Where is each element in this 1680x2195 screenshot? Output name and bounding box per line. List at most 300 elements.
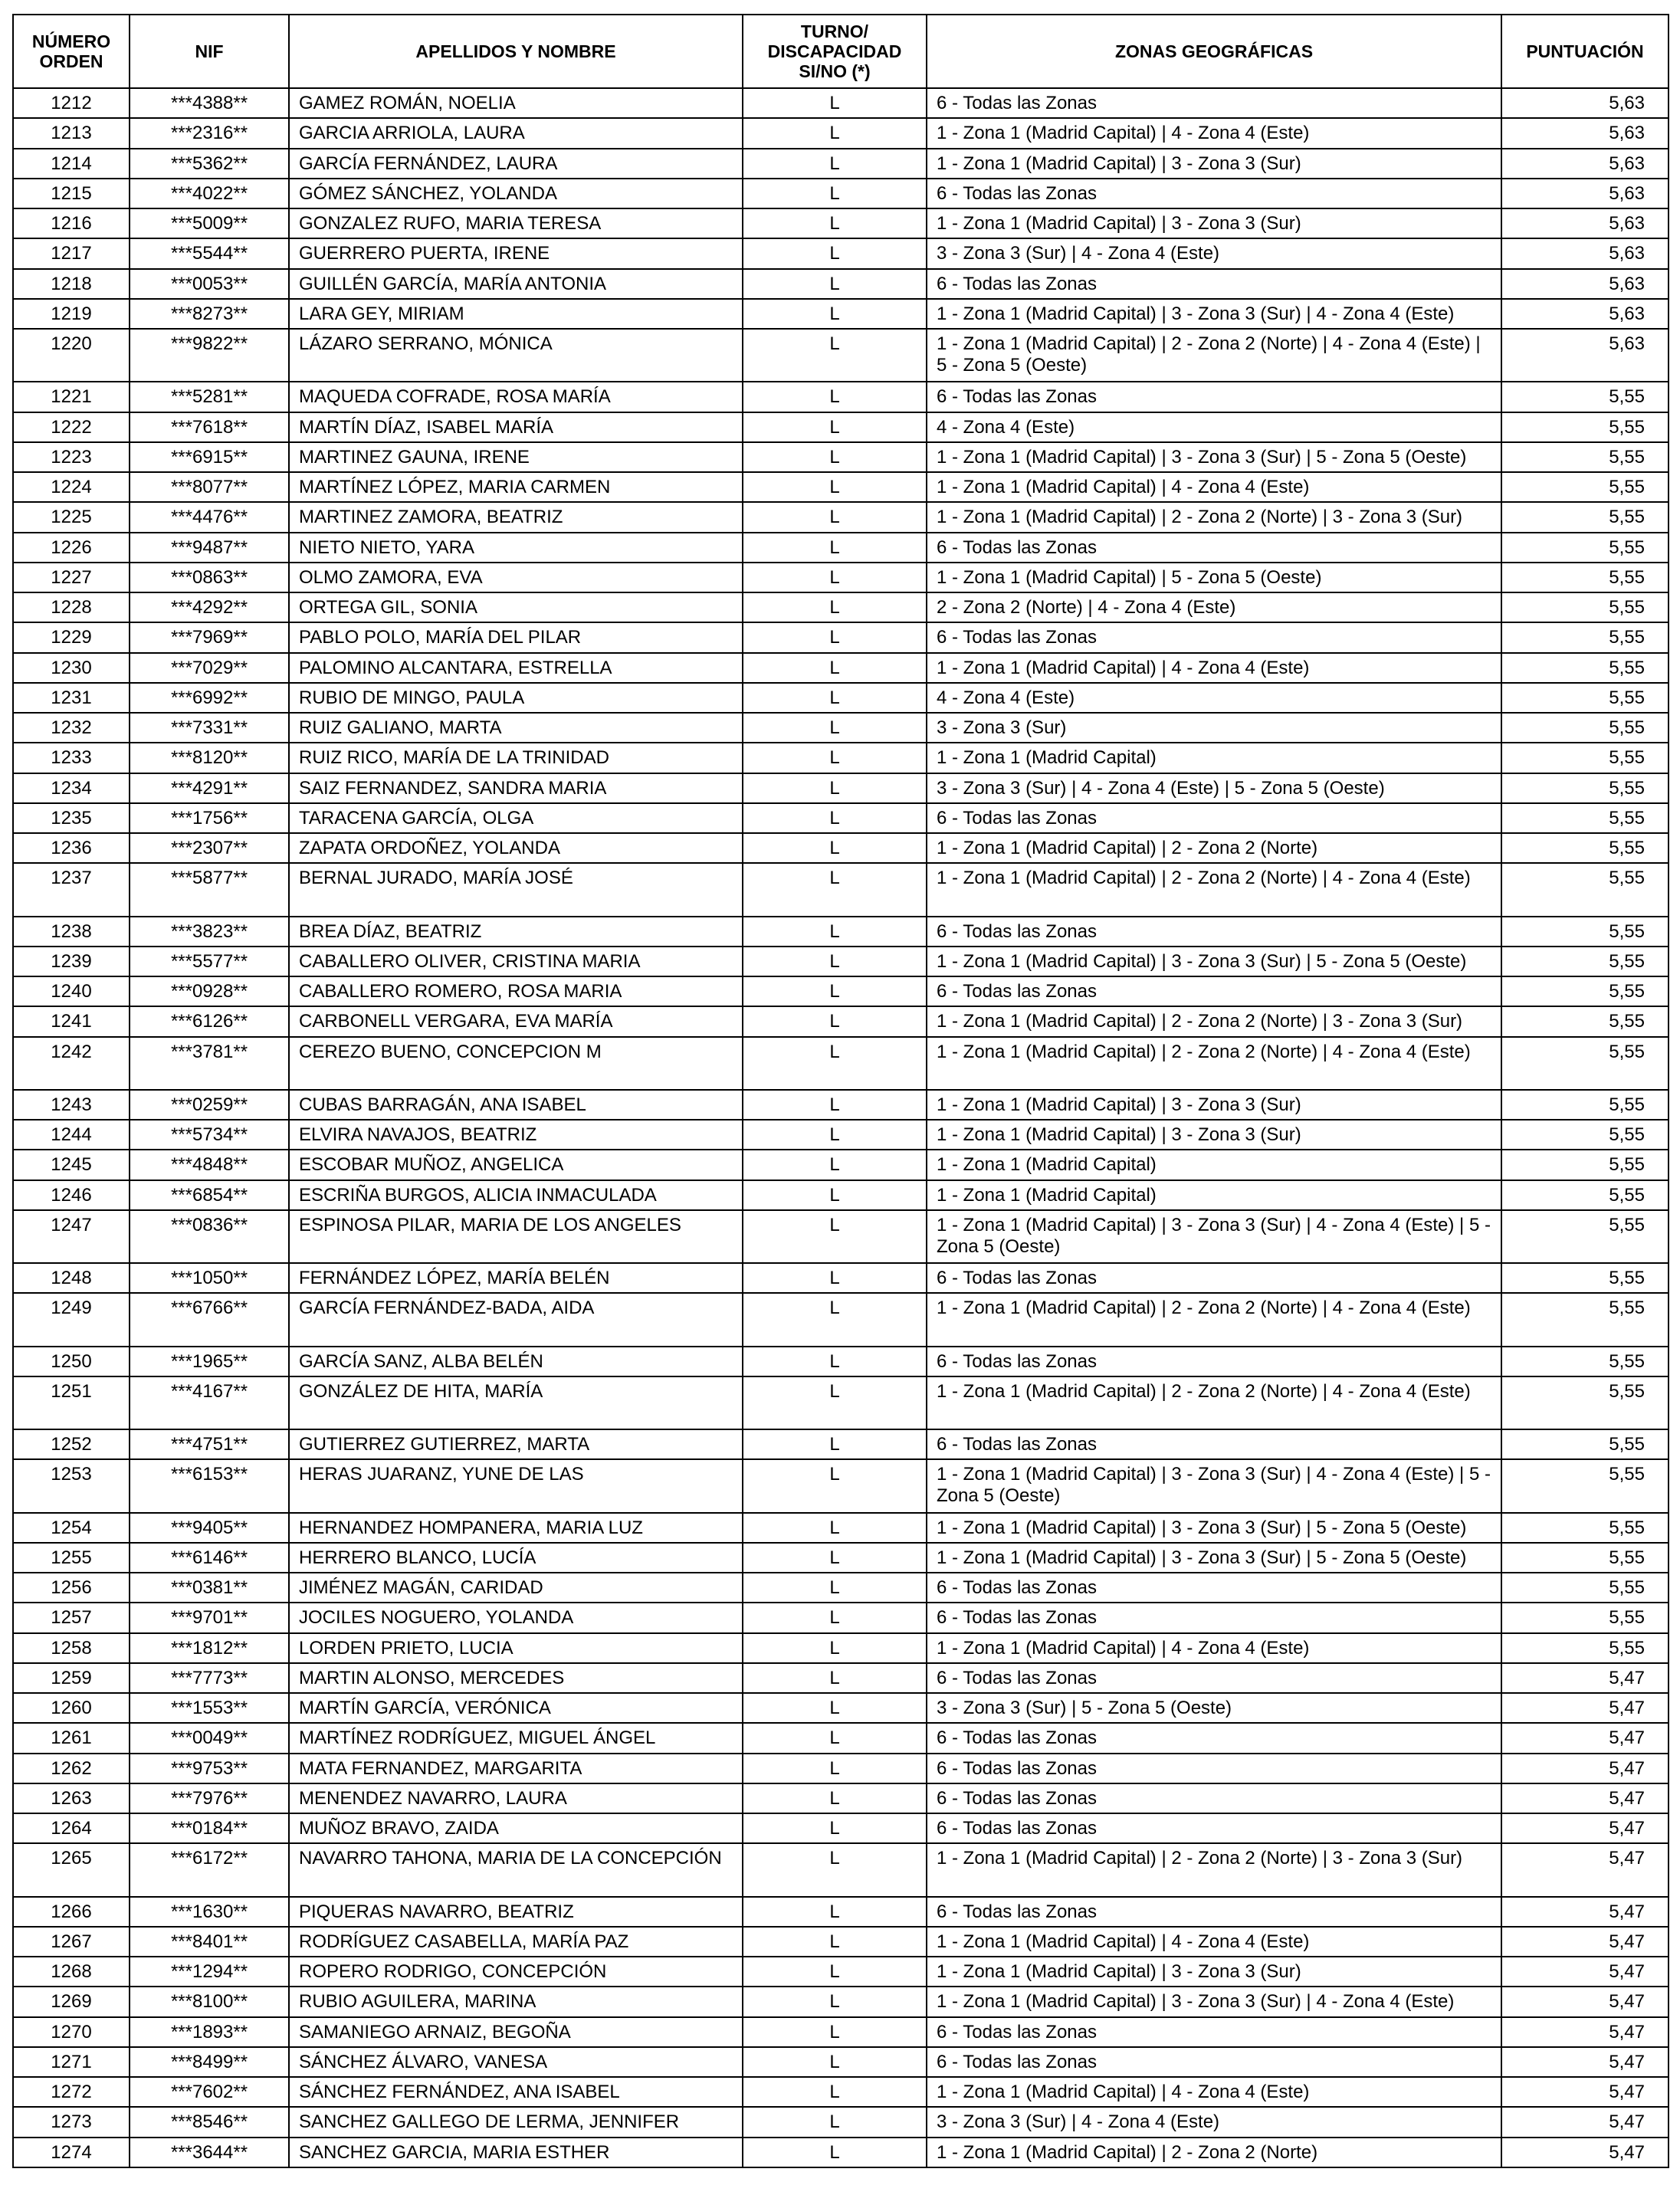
cell-nif: ***9822** [130, 329, 289, 382]
cell-numero-orden: 1252 [13, 1429, 130, 1459]
cell-numero-orden: 1266 [13, 1897, 130, 1927]
cell-turno: L [743, 2017, 927, 2047]
cell-numero-orden: 1261 [13, 1723, 130, 1753]
cell-turno: L [743, 88, 927, 118]
cell-nif: ***2307** [130, 833, 289, 863]
cell-turno: L [743, 2047, 927, 2077]
table-row [13, 833, 1669, 863]
cell-turno: L [743, 412, 927, 442]
cell-turno: L [743, 502, 927, 532]
cell-apellidos-nombre: JIMÉNEZ MAGÁN, CARIDAD [289, 1573, 743, 1603]
table-row [13, 1603, 1669, 1632]
cell-apellidos-nombre: RUBIO DE MINGO, PAULA [289, 683, 743, 713]
cell-nif: ***4167** [130, 1376, 289, 1429]
cell-zonas: 3 - Zona 3 (Sur) | 4 - Zona 4 (Este) [927, 238, 1501, 268]
cell-zonas: 1 - Zona 1 (Madrid Capital) | 4 - Zona 4 (Este) [927, 472, 1501, 502]
cell-apellidos-nombre: GARCÍA SANZ, ALBA BELÉN [289, 1347, 743, 1376]
cell-puntuacion: 5,47 [1501, 1987, 1669, 2016]
cell-zonas: 1 - Zona 1 (Madrid Capital) | 3 - Zona 3 (Sur) | 4 - Zona 4 (Este) | 5 - Zona 5 (Oeste) [927, 1210, 1501, 1263]
cell-puntuacion: 5,55 [1501, 1543, 1669, 1573]
cell-puntuacion: 5,55 [1501, 976, 1669, 1006]
cell-zonas: 6 - Todas las Zonas [927, 1429, 1501, 1459]
cell-apellidos-nombre: RODRÍGUEZ CASABELLA, MARÍA PAZ [289, 1927, 743, 1957]
cell-numero-orden: 1254 [13, 1513, 130, 1543]
cell-turno: L [743, 1376, 927, 1429]
table-row [13, 683, 1669, 713]
cell-nif: ***0184** [130, 1813, 289, 1843]
cell-numero-orden: 1255 [13, 1543, 130, 1573]
cell-zonas: 1 - Zona 1 (Madrid Capital) | 2 - Zona 2 (Norte) [927, 2138, 1501, 2167]
cell-turno: L [743, 2138, 927, 2167]
cell-numero-orden: 1248 [13, 1263, 130, 1293]
cell-nif: ***5544** [130, 238, 289, 268]
cell-turno: L [743, 442, 927, 472]
cell-nif: ***4291** [130, 773, 289, 803]
cell-nif: ***9753** [130, 1754, 289, 1783]
cell-numero-orden: 1246 [13, 1180, 130, 1210]
cell-nif: ***6992** [130, 683, 289, 713]
cell-nif: ***4022** [130, 179, 289, 208]
cell-zonas: 6 - Todas las Zonas [927, 803, 1501, 833]
cell-nif: ***1893** [130, 2017, 289, 2047]
cell-numero-orden: 1243 [13, 1090, 130, 1120]
cell-numero-orden: 1264 [13, 1813, 130, 1843]
cell-zonas: 6 - Todas las Zonas [927, 1347, 1501, 1376]
cell-zonas: 1 - Zona 1 (Madrid Capital) | 4 - Zona 4 (Este) [927, 1633, 1501, 1663]
table-row [13, 1513, 1669, 1543]
table-row [13, 653, 1669, 683]
cell-numero-orden: 1272 [13, 2077, 130, 2107]
cell-nif: ***0381** [130, 1573, 289, 1603]
cell-puntuacion: 5,47 [1501, 2138, 1669, 2167]
cell-nif: ***8100** [130, 1987, 289, 2016]
cell-numero-orden: 1269 [13, 1987, 130, 2016]
cell-numero-orden: 1241 [13, 1006, 130, 1036]
cell-numero-orden: 1236 [13, 833, 130, 863]
cell-nif: ***1812** [130, 1633, 289, 1663]
cell-nif: ***4848** [130, 1150, 289, 1180]
cell-puntuacion: 5,55 [1501, 1573, 1669, 1603]
cell-nif: ***7029** [130, 653, 289, 683]
cell-numero-orden: 1214 [13, 149, 130, 179]
cell-zonas: 3 - Zona 3 (Sur) [927, 713, 1501, 743]
cell-numero-orden: 1237 [13, 863, 130, 916]
cell-turno: L [743, 1006, 927, 1036]
cell-nif: ***0863** [130, 563, 289, 592]
cell-puntuacion: 5,55 [1501, 863, 1669, 916]
table-row [13, 563, 1669, 592]
cell-zonas: 1 - Zona 1 (Madrid Capital) | 2 - Zona 2 (Norte) | 3 - Zona 3 (Sur) [927, 502, 1501, 532]
cell-turno: L [743, 1543, 927, 1573]
cell-turno: L [743, 1723, 927, 1753]
cell-numero-orden: 1230 [13, 653, 130, 683]
cell-puntuacion: 5,55 [1501, 1180, 1669, 1210]
cell-puntuacion: 5,55 [1501, 683, 1669, 713]
cell-turno: L [743, 976, 927, 1006]
cell-nif: ***3823** [130, 917, 289, 947]
cell-turno: L [743, 1150, 927, 1180]
cell-puntuacion: 5,55 [1501, 1513, 1669, 1543]
cell-apellidos-nombre: GARCÍA FERNÁNDEZ, LAURA [289, 149, 743, 179]
table-row [13, 1723, 1669, 1753]
cell-zonas: 1 - Zona 1 (Madrid Capital) [927, 743, 1501, 773]
cell-zonas: 6 - Todas las Zonas [927, 1813, 1501, 1843]
cell-nif: ***6146** [130, 1543, 289, 1573]
cell-zonas: 1 - Zona 1 (Madrid Capital) | 3 - Zona 3 (Sur) | 5 - Zona 5 (Oeste) [927, 1513, 1501, 1543]
cell-nif: ***2316** [130, 118, 289, 148]
cell-numero-orden: 1251 [13, 1376, 130, 1429]
table-row [13, 1573, 1669, 1603]
cell-nif: ***6854** [130, 1180, 289, 1210]
cell-apellidos-nombre: CEREZO BUENO, CONCEPCION M [289, 1037, 743, 1090]
cell-turno: L [743, 653, 927, 683]
cell-zonas: 1 - Zona 1 (Madrid Capital) | 4 - Zona 4 (Este) [927, 653, 1501, 683]
table-row [13, 1210, 1669, 1263]
cell-zonas: 6 - Todas las Zonas [927, 1603, 1501, 1632]
cell-numero-orden: 1221 [13, 382, 130, 412]
cell-zonas: 1 - Zona 1 (Madrid Capital) | 5 - Zona 5 (Oeste) [927, 563, 1501, 592]
cell-turno: L [743, 1663, 927, 1693]
cell-turno: L [743, 1754, 927, 1783]
cell-turno: L [743, 329, 927, 382]
cell-turno: L [743, 773, 927, 803]
cell-nif: ***9405** [130, 1513, 289, 1543]
cell-zonas: 1 - Zona 1 (Madrid Capital) | 3 - Zona 3 (Sur) | 5 - Zona 5 (Oeste) [927, 947, 1501, 976]
cell-numero-orden: 1229 [13, 622, 130, 652]
cell-turno: L [743, 1429, 927, 1459]
cell-puntuacion: 5,55 [1501, 563, 1669, 592]
cell-numero-orden: 1223 [13, 442, 130, 472]
cell-numero-orden: 1247 [13, 1210, 130, 1263]
cell-zonas: 1 - Zona 1 (Madrid Capital) | 4 - Zona 4 (Este) [927, 1927, 1501, 1957]
cell-zonas: 6 - Todas las Zonas [927, 88, 1501, 118]
cell-puntuacion: 5,55 [1501, 412, 1669, 442]
cell-puntuacion: 5,63 [1501, 179, 1669, 208]
cell-zonas: 6 - Todas las Zonas [927, 1573, 1501, 1603]
table-row [13, 382, 1669, 412]
cell-numero-orden: 1257 [13, 1603, 130, 1632]
cell-zonas: 6 - Todas las Zonas [927, 269, 1501, 299]
table-row [13, 2138, 1669, 2167]
table-row [13, 1633, 1669, 1663]
cell-puntuacion: 5,63 [1501, 208, 1669, 238]
table-row [13, 1037, 1669, 1090]
cell-numero-orden: 1232 [13, 713, 130, 743]
cell-nif: ***8546** [130, 2107, 289, 2137]
cell-nif: ***0049** [130, 1723, 289, 1753]
header-numero-orden: NÚMERO ORDEN [13, 15, 130, 88]
cell-turno: L [743, 472, 927, 502]
cell-turno: L [743, 179, 927, 208]
cell-apellidos-nombre: GUTIERREZ GUTIERREZ, MARTA [289, 1429, 743, 1459]
cell-nif: ***6172** [130, 1843, 289, 1896]
header-puntuacion: PUNTUACIÓN [1501, 15, 1669, 88]
table-row [13, 1693, 1669, 1723]
cell-numero-orden: 1245 [13, 1150, 130, 1180]
cell-numero-orden: 1219 [13, 299, 130, 329]
cell-numero-orden: 1273 [13, 2107, 130, 2137]
cell-turno: L [743, 917, 927, 947]
cell-zonas: 1 - Zona 1 (Madrid Capital) | 2 - Zona 2 (Norte) | 4 - Zona 4 (Este) [927, 1376, 1501, 1429]
cell-puntuacion: 5,63 [1501, 269, 1669, 299]
cell-numero-orden: 1256 [13, 1573, 130, 1603]
table-row [13, 1897, 1669, 1927]
cell-zonas: 1 - Zona 1 (Madrid Capital) | 3 - Zona 3 (Sur) | 4 - Zona 4 (Este) [927, 1987, 1501, 2016]
cell-nif: ***0259** [130, 1090, 289, 1120]
cell-zonas: 6 - Todas las Zonas [927, 976, 1501, 1006]
cell-apellidos-nombre: MARTÍN DÍAZ, ISABEL MARÍA [289, 412, 743, 442]
cell-zonas: 2 - Zona 2 (Norte) | 4 - Zona 4 (Este) [927, 592, 1501, 622]
cell-nif: ***7602** [130, 2077, 289, 2107]
cell-puntuacion: 5,63 [1501, 329, 1669, 382]
table-row [13, 743, 1669, 773]
cell-apellidos-nombre: GÓMEZ SÁNCHEZ, YOLANDA [289, 179, 743, 208]
cell-turno: L [743, 2107, 927, 2137]
results-table [12, 14, 1669, 2168]
cell-zonas: 6 - Todas las Zonas [927, 2017, 1501, 2047]
cell-puntuacion: 5,55 [1501, 1263, 1669, 1293]
cell-apellidos-nombre: RUIZ GALIANO, MARTA [289, 713, 743, 743]
cell-turno: L [743, 1927, 927, 1957]
table-row [13, 1663, 1669, 1693]
cell-apellidos-nombre: GUILLÉN GARCÍA, MARÍA ANTONIA [289, 269, 743, 299]
cell-puntuacion: 5,47 [1501, 1843, 1669, 1896]
cell-nif: ***1553** [130, 1693, 289, 1723]
cell-numero-orden: 1271 [13, 2047, 130, 2077]
cell-puntuacion: 5,55 [1501, 1376, 1669, 1429]
table-row [13, 238, 1669, 268]
table-row [13, 1180, 1669, 1210]
table-row [13, 947, 1669, 976]
cell-nif: ***7773** [130, 1663, 289, 1693]
cell-apellidos-nombre: GONZÁLEZ DE HITA, MARÍA [289, 1376, 743, 1429]
cell-nif: ***7969** [130, 622, 289, 652]
table-row [13, 2107, 1669, 2137]
table-row [13, 803, 1669, 833]
table-row [13, 1957, 1669, 1987]
table-row [13, 1987, 1669, 2016]
table-row [13, 1429, 1669, 1459]
cell-numero-orden: 1262 [13, 1754, 130, 1783]
cell-apellidos-nombre: HERAS JUARANZ, YUNE DE LAS [289, 1459, 743, 1512]
cell-turno: L [743, 1633, 927, 1663]
cell-numero-orden: 1260 [13, 1693, 130, 1723]
table-row [13, 118, 1669, 148]
cell-numero-orden: 1244 [13, 1120, 130, 1150]
cell-nif: ***1294** [130, 1957, 289, 1987]
table-body [13, 88, 1669, 2167]
cell-numero-orden: 1239 [13, 947, 130, 976]
cell-apellidos-nombre: SANCHEZ GALLEGO DE LERMA, JENNIFER [289, 2107, 743, 2137]
cell-numero-orden: 1224 [13, 472, 130, 502]
cell-zonas: 6 - Todas las Zonas [927, 1263, 1501, 1293]
table-row [13, 442, 1669, 472]
cell-apellidos-nombre: LÁZARO SERRANO, MÓNICA [289, 329, 743, 382]
cell-turno: L [743, 1987, 927, 2016]
cell-apellidos-nombre: MARTÍNEZ RODRÍGUEZ, MIGUEL ÁNGEL [289, 1723, 743, 1753]
cell-numero-orden: 1238 [13, 917, 130, 947]
cell-apellidos-nombre: MENENDEZ NAVARRO, LAURA [289, 1783, 743, 1813]
cell-apellidos-nombre: CABALLERO OLIVER, CRISTINA MARIA [289, 947, 743, 976]
cell-turno: L [743, 1347, 927, 1376]
cell-numero-orden: 1253 [13, 1459, 130, 1512]
cell-numero-orden: 1240 [13, 976, 130, 1006]
table-row [13, 592, 1669, 622]
table-row [13, 533, 1669, 563]
cell-turno: L [743, 1459, 927, 1512]
cell-nif: ***8401** [130, 1927, 289, 1957]
cell-apellidos-nombre: ESPINOSA PILAR, MARIA DE LOS ANGELES [289, 1210, 743, 1263]
header-apellidos-nombre: APELLIDOS Y NOMBRE [289, 15, 743, 88]
cell-zonas: 1 - Zona 1 (Madrid Capital) | 3 - Zona 3 (Sur) | 4 - Zona 4 (Este) | 5 - Zona 5 (Oeste) [927, 1459, 1501, 1512]
cell-turno: L [743, 149, 927, 179]
cell-turno: L [743, 1037, 927, 1090]
cell-numero-orden: 1225 [13, 502, 130, 532]
cell-nif: ***1756** [130, 803, 289, 833]
cell-nif: ***6126** [130, 1006, 289, 1036]
cell-apellidos-nombre: NAVARRO TAHONA, MARIA DE LA CONCEPCIÓN [289, 1843, 743, 1896]
cell-turno: L [743, 533, 927, 563]
cell-turno: L [743, 1957, 927, 1987]
cell-puntuacion: 5,55 [1501, 1633, 1669, 1663]
cell-apellidos-nombre: GONZALEZ RUFO, MARIA TERESA [289, 208, 743, 238]
cell-puntuacion: 5,63 [1501, 149, 1669, 179]
cell-turno: L [743, 269, 927, 299]
cell-apellidos-nombre: GUERRERO PUERTA, IRENE [289, 238, 743, 268]
cell-puntuacion: 5,47 [1501, 2107, 1669, 2137]
cell-apellidos-nombre: GAMEZ ROMÁN, NOELIA [289, 88, 743, 118]
cell-numero-orden: 1270 [13, 2017, 130, 2047]
cell-apellidos-nombre: HERNANDEZ HOMPANERA, MARIA LUZ [289, 1513, 743, 1543]
table-row [13, 1263, 1669, 1293]
cell-apellidos-nombre: SANCHEZ GARCIA, MARIA ESTHER [289, 2138, 743, 2167]
cell-apellidos-nombre: NIETO NIETO, YARA [289, 533, 743, 563]
cell-zonas: 6 - Todas las Zonas [927, 179, 1501, 208]
cell-puntuacion: 5,55 [1501, 1459, 1669, 1512]
cell-nif: ***6766** [130, 1293, 289, 1346]
cell-apellidos-nombre: TARACENA GARCÍA, OLGA [289, 803, 743, 833]
cell-zonas: 6 - Todas las Zonas [927, 1663, 1501, 1693]
cell-apellidos-nombre: SAMANIEGO ARNAIZ, BEGOÑA [289, 2017, 743, 2047]
cell-numero-orden: 1233 [13, 743, 130, 773]
cell-apellidos-nombre: RUIZ RICO, MARÍA DE LA TRINIDAD [289, 743, 743, 773]
cell-turno: L [743, 299, 927, 329]
cell-zonas: 1 - Zona 1 (Madrid Capital) | 3 - Zona 3 (Sur) [927, 1957, 1501, 1987]
table-row [13, 269, 1669, 299]
cell-puntuacion: 5,63 [1501, 88, 1669, 118]
cell-apellidos-nombre: ESCOBAR MUÑOZ, ANGELICA [289, 1150, 743, 1180]
cell-numero-orden: 1212 [13, 88, 130, 118]
cell-zonas: 6 - Todas las Zonas [927, 2047, 1501, 2077]
cell-puntuacion: 5,55 [1501, 803, 1669, 833]
cell-puntuacion: 5,63 [1501, 118, 1669, 148]
cell-apellidos-nombre: PIQUERAS NAVARRO, BEATRIZ [289, 1897, 743, 1927]
cell-apellidos-nombre: GARCIA ARRIOLA, LAURA [289, 118, 743, 148]
cell-turno: L [743, 1843, 927, 1896]
cell-nif: ***1050** [130, 1263, 289, 1293]
cell-zonas: 6 - Todas las Zonas [927, 917, 1501, 947]
cell-apellidos-nombre: SAIZ FERNANDEZ, SANDRA MARIA [289, 773, 743, 803]
header-turno-discapacidad: TURNO/ DISCAPACIDAD SI/NO (*) [743, 15, 927, 88]
cell-nif: ***0836** [130, 1210, 289, 1263]
cell-apellidos-nombre: CUBAS BARRAGÁN, ANA ISABEL [289, 1090, 743, 1120]
cell-numero-orden: 1235 [13, 803, 130, 833]
cell-apellidos-nombre: ROPERO RODRIGO, CONCEPCIÓN [289, 1957, 743, 1987]
cell-puntuacion: 5,47 [1501, 1754, 1669, 1783]
cell-apellidos-nombre: SÁNCHEZ FERNÁNDEZ, ANA ISABEL [289, 2077, 743, 2107]
cell-zonas: 4 - Zona 4 (Este) [927, 412, 1501, 442]
table-row [13, 472, 1669, 502]
cell-numero-orden: 1231 [13, 683, 130, 713]
cell-nif: ***6153** [130, 1459, 289, 1512]
cell-zonas: 1 - Zona 1 (Madrid Capital) | 4 - Zona 4 (Este) [927, 118, 1501, 148]
header-zonas-geograficas: ZONAS GEOGRÁFICAS [927, 15, 1501, 88]
cell-nif: ***8120** [130, 743, 289, 773]
cell-puntuacion: 5,55 [1501, 713, 1669, 743]
cell-turno: L [743, 382, 927, 412]
table-row [13, 1006, 1669, 1036]
cell-puntuacion: 5,47 [1501, 2077, 1669, 2107]
cell-turno: L [743, 1693, 927, 1723]
cell-zonas: 1 - Zona 1 (Madrid Capital) | 3 - Zona 3 (Sur) | 5 - Zona 5 (Oeste) [927, 442, 1501, 472]
cell-puntuacion: 5,55 [1501, 472, 1669, 502]
cell-zonas: 1 - Zona 1 (Madrid Capital) | 2 - Zona 2 (Norte) | 4 - Zona 4 (Este) [927, 863, 1501, 916]
cell-numero-orden: 1250 [13, 1347, 130, 1376]
cell-numero-orden: 1263 [13, 1783, 130, 1813]
cell-numero-orden: 1228 [13, 592, 130, 622]
table-row [13, 1813, 1669, 1843]
table-row [13, 412, 1669, 442]
cell-numero-orden: 1234 [13, 773, 130, 803]
cell-puntuacion: 5,55 [1501, 1037, 1669, 1090]
cell-zonas: 6 - Todas las Zonas [927, 533, 1501, 563]
cell-nif: ***7331** [130, 713, 289, 743]
cell-puntuacion: 5,55 [1501, 1006, 1669, 1036]
table-row [13, 179, 1669, 208]
cell-numero-orden: 1227 [13, 563, 130, 592]
cell-nif: ***5362** [130, 149, 289, 179]
cell-zonas: 1 - Zona 1 (Madrid Capital) | 3 - Zona 3 (Sur) | 5 - Zona 5 (Oeste) [927, 1543, 1501, 1573]
cell-nif: ***5009** [130, 208, 289, 238]
cell-zonas: 1 - Zona 1 (Madrid Capital) | 2 - Zona 2 (Norte) | 4 - Zona 4 (Este) [927, 1293, 1501, 1346]
table-row [13, 1120, 1669, 1150]
table-row [13, 1347, 1669, 1376]
cell-nif: ***4476** [130, 502, 289, 532]
cell-numero-orden: 1218 [13, 269, 130, 299]
cell-apellidos-nombre: LARA GEY, MIRIAM [289, 299, 743, 329]
cell-turno: L [743, 683, 927, 713]
cell-turno: L [743, 622, 927, 652]
cell-zonas: 1 - Zona 1 (Madrid Capital) | 2 - Zona 2 (Norte) | 4 - Zona 4 (Este) | 5 - Zona 5 (Oeste) [927, 329, 1501, 382]
cell-turno: L [743, 863, 927, 916]
table-row [13, 149, 1669, 179]
cell-puntuacion: 5,63 [1501, 299, 1669, 329]
cell-nif: ***4292** [130, 592, 289, 622]
table-row [13, 1459, 1669, 1512]
cell-apellidos-nombre: MARTÍN GARCÍA, VERÓNICA [289, 1693, 743, 1723]
cell-nif: ***3644** [130, 2138, 289, 2167]
cell-turno: L [743, 1603, 927, 1632]
cell-puntuacion: 5,55 [1501, 833, 1669, 863]
cell-zonas: 1 - Zona 1 (Madrid Capital) | 3 - Zona 3 (Sur) [927, 1120, 1501, 1150]
cell-nif: ***7976** [130, 1783, 289, 1813]
table-row [13, 1843, 1669, 1896]
cell-numero-orden: 1268 [13, 1957, 130, 1987]
cell-nif: ***0053** [130, 269, 289, 299]
cell-apellidos-nombre: MARTINEZ ZAMORA, BEATRIZ [289, 502, 743, 532]
cell-zonas: 6 - Todas las Zonas [927, 382, 1501, 412]
cell-apellidos-nombre: ESCRIÑA BURGOS, ALICIA INMACULADA [289, 1180, 743, 1210]
